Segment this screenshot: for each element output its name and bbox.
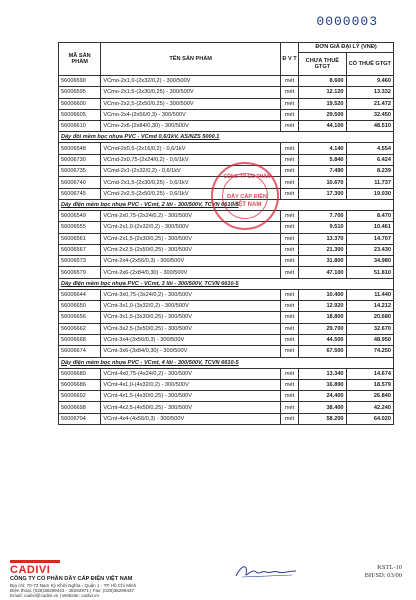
table-row (59, 267, 394, 278)
price-incl-vat-cell: 11.737 (346, 177, 393, 188)
price-excl-vat-cell: 10.400 (299, 289, 346, 300)
page-footer (0, 556, 416, 600)
product-name-cell: VCmt-2x0,75-(2x24/0,2) - 300/500V (101, 210, 281, 221)
product-name-cell: VCmt-4x4-(4x56/0,3) - 300/500V (101, 413, 281, 424)
signature-icon (232, 562, 302, 582)
unit-cell: mét (280, 379, 298, 390)
unit-cell: mét (280, 267, 298, 278)
unit-cell: mét (280, 233, 298, 244)
col-price-incl-header: CÓ THUẾ GTGT (346, 53, 393, 76)
unit-cell: mét (280, 368, 298, 379)
price-excl-vat-cell: 24.400 (299, 391, 346, 402)
table-header-row (59, 43, 394, 53)
product-name-cell: VCmd-2x0,75-(2x24/0,2) - 0,6/1kV (101, 154, 281, 165)
price-excl-vat-cell: 44.500 (299, 334, 346, 345)
price-incl-vat-cell: 13.332 (346, 87, 393, 98)
price-excl-vat-cell: 12.920 (299, 301, 346, 312)
table-row (59, 379, 394, 390)
product-code-cell: 56006740 (59, 177, 101, 188)
unit-cell: mét (280, 109, 298, 120)
table-row (59, 301, 394, 312)
price-excl-vat-cell: 17.300 (299, 188, 346, 199)
price-incl-vat-cell: 6.424 (346, 154, 393, 165)
unit-cell: mét (280, 289, 298, 300)
table-row (59, 402, 394, 413)
unit-cell: mét (280, 166, 298, 177)
price-incl-vat-cell: 11.440 (346, 289, 393, 300)
price-incl-vat-cell: 42.240 (346, 402, 393, 413)
product-name-cell: VCmt-4x1,0-(4x32/0,2) - 300/500V (101, 379, 281, 390)
product-code-cell: 56006610 (59, 121, 101, 132)
product-code-cell: 56006579 (59, 267, 101, 278)
product-code-cell: 56006595 (59, 87, 101, 98)
unit-cell: mét (280, 244, 298, 255)
product-code-cell: 56006692 (59, 391, 101, 402)
col-price-group-header: ĐƠN GIÁ ĐẠI LÝ (VNĐ) (299, 43, 394, 53)
unit-cell: mét (280, 323, 298, 334)
section-title: Dây điện mềm bọc nhựa PVC - VCmt, 4 lõi - 300/500V, TCVN 6610-5 (59, 357, 394, 368)
product-code-cell: 56006567 (59, 244, 101, 255)
price-incl-vat-cell: 51.810 (346, 267, 393, 278)
unit-cell: mét (280, 210, 298, 221)
table-row (59, 289, 394, 300)
product-name-cell: VCmt-3x0,75-(3x24/0,2) - 300/500V (101, 289, 281, 300)
price-excl-vat-cell: 7.700 (299, 210, 346, 221)
product-code-cell: 56006686 (59, 379, 101, 390)
company-email-web: Email: cadivi@cadivi.vn | Website: cadivi.vn (10, 593, 100, 598)
product-code-cell: 56006730 (59, 154, 101, 165)
table-row (59, 256, 394, 267)
product-name-cell: VCmd-2x1-(2x32/0,2) - 0,6/1kV (101, 166, 281, 177)
table-row (59, 334, 394, 345)
table-row (59, 121, 394, 132)
price-excl-vat-cell: 16.890 (299, 379, 346, 390)
product-code-cell: 56006548 (59, 143, 101, 154)
table-row (59, 76, 394, 87)
product-name-cell: VCmt-2x2,5-(2x50/0,25) - 300/500V (101, 244, 281, 255)
product-name-cell: VCmt-2x4-(2x56/0,3) - 300/500V (101, 256, 281, 267)
price-excl-vat-cell: 21.300 (299, 244, 346, 255)
unit-cell: mét (280, 154, 298, 165)
unit-cell: mét (280, 301, 298, 312)
product-name-cell: VCmt-4x0,75-(4x24/0,2) - 300/500V (101, 368, 281, 379)
product-name-cell: VCmo-2x2,5-(2x50/0,25) - 300/500V (101, 98, 281, 109)
price-incl-vat-cell: 34.980 (346, 256, 393, 267)
logo-bar (10, 560, 60, 563)
price-incl-vat-cell: 18.579 (346, 379, 393, 390)
product-code-cell: 56006650 (59, 301, 101, 312)
table-row (59, 312, 394, 323)
price-excl-vat-cell: 4.140 (299, 143, 346, 154)
price-incl-vat-cell: 64.020 (346, 413, 393, 424)
col-code-header: MÃ SẢN PHẨM (59, 43, 101, 76)
price-excl-vat-cell: 13.370 (299, 233, 346, 244)
unit-cell: mét (280, 413, 298, 424)
company-phone: Điện thoại: (028)38299443 - 38292971 | Fax: (028)38299437 (10, 588, 135, 593)
form-codes (365, 564, 402, 580)
price-excl-vat-cell: 44.100 (299, 121, 346, 132)
seal-text-top: CÔNG TY CỔ PHẦN (223, 174, 271, 180)
table-row (59, 87, 394, 98)
price-excl-vat-cell: 67.500 (299, 346, 346, 357)
company-seal-stamp (211, 162, 279, 230)
price-excl-vat-cell: 58.200 (299, 413, 346, 424)
product-name-cell: VCmo-2x1,0-(2x32/0,2) - 300/500V (101, 76, 281, 87)
price-excl-vat-cell: 12.120 (299, 87, 346, 98)
document-number: 0000003 (316, 14, 378, 29)
table-row (59, 154, 394, 165)
section-title: Dây đôi mềm bọc nhựa PVC - VCmd 0,6/1kV, AS/NZS 5000.1 (59, 132, 394, 143)
unit-cell: mét (280, 143, 298, 154)
product-code-cell: 56006662 (59, 323, 101, 334)
table-row (59, 233, 394, 244)
form-code-1: KSTL-10 (377, 564, 402, 571)
product-name-cell: VCmt-4x1,5-(4x30/0,25) - 300/500V (101, 391, 281, 402)
product-name-cell: VCmd-2x1,5-(2x30/0,25) - 0,6/1kV (101, 177, 281, 188)
product-code-cell: 56006555 (59, 222, 101, 233)
price-incl-vat-cell: 8.470 (346, 210, 393, 221)
price-incl-vat-cell: 19.030 (346, 188, 393, 199)
product-name-cell: VCmo-2x6-(2x84/0,30) - 300/500V (101, 121, 281, 132)
price-incl-vat-cell: 10.461 (346, 222, 393, 233)
product-code-cell: 56006656 (59, 312, 101, 323)
price-incl-vat-cell: 23.430 (346, 244, 393, 255)
table-row (59, 109, 394, 120)
product-name-cell: VCmo-2x1,5-(2x30/0,25) - 300/500V (101, 87, 281, 98)
table-row (59, 346, 394, 357)
table-row (59, 368, 394, 379)
product-code-cell: 56006698 (59, 402, 101, 413)
price-incl-vat-cell: 14.707 (346, 233, 393, 244)
unit-cell: mét (280, 177, 298, 188)
product-code-cell: 56006735 (59, 166, 101, 177)
table-row (59, 391, 394, 402)
product-name-cell: VCmt-3x4-(3x56/0,3) - 300/500V (101, 334, 281, 345)
price-excl-vat-cell: 9.510 (299, 222, 346, 233)
unit-cell: mét (280, 98, 298, 109)
col-name-header: TÊN SẢN PHẨM (101, 43, 281, 76)
product-code-cell: 56006680 (59, 368, 101, 379)
price-incl-vat-cell: 9.460 (346, 76, 393, 87)
table-row (59, 98, 394, 109)
form-code-2: BH/SD: 03/00 (364, 572, 402, 579)
cadivi-logo: CADIVI (10, 564, 51, 576)
table-body (59, 76, 394, 425)
product-code-cell: 56006549 (59, 210, 101, 221)
product-code-cell: 56006573 (59, 256, 101, 267)
unit-cell: mét (280, 346, 298, 357)
price-table (58, 42, 394, 425)
price-excl-vat-cell: 8.600 (299, 76, 346, 87)
unit-cell: mét (280, 87, 298, 98)
table-row (59, 413, 394, 424)
product-name-cell: VCmt-4x2,5-(4x50/0,25) - 300/500V (101, 402, 281, 413)
product-code-cell: 56006674 (59, 346, 101, 357)
price-incl-vat-cell: 48.510 (346, 121, 393, 132)
unit-cell: mét (280, 334, 298, 345)
price-incl-vat-cell: 4.554 (346, 143, 393, 154)
product-name-cell: VCmt-3x1,0-(3x32/0,2) - 300/500V (101, 301, 281, 312)
product-name-cell: VCmt-3x1,5-(3x30/0,25) - 300/500V (101, 312, 281, 323)
unit-cell: mét (280, 188, 298, 199)
product-name-cell: VCmo-2x4-(2x56/0,3) - 300/500V (101, 109, 281, 120)
product-name-cell: VCmd-2x0,5-(2x16/0,2) - 0,6/1kV (101, 143, 281, 154)
unit-cell: mét (280, 402, 298, 413)
product-name-cell: VCmt-3x6-(3x84/0,30) - 300/500V (101, 346, 281, 357)
price-incl-vat-cell: 26.840 (346, 391, 393, 402)
seal-text-middle: DÂY CÁP ĐIỆN (227, 194, 267, 200)
product-code-cell: 56006644 (59, 289, 101, 300)
price-excl-vat-cell: 38.400 (299, 402, 346, 413)
price-excl-vat-cell: 19.520 (299, 98, 346, 109)
price-incl-vat-cell: 74.250 (346, 346, 393, 357)
price-excl-vat-cell: 18.800 (299, 312, 346, 323)
price-excl-vat-cell: 7.490 (299, 166, 346, 177)
product-code-cell: 56006704 (59, 413, 101, 424)
seal-text-bottom: VIỆT NAM (232, 202, 262, 208)
price-incl-vat-cell: 20.680 (346, 312, 393, 323)
price-excl-vat-cell: 47.100 (299, 267, 346, 278)
table-row (59, 143, 394, 154)
price-excl-vat-cell: 29.700 (299, 323, 346, 334)
col-unit-header: Đ V T (280, 43, 298, 76)
product-name-cell: VCmt-2x6-(2x84/0,30) - 300/500V (101, 267, 281, 278)
price-incl-vat-cell: 14.674 (346, 368, 393, 379)
company-name: CÔNG TY CỔ PHẦN DÂY CÁP ĐIỆN VIỆT NAM (10, 576, 133, 582)
price-incl-vat-cell: 8.239 (346, 166, 393, 177)
price-incl-vat-cell: 32.670 (346, 323, 393, 334)
product-code-cell: 56006605 (59, 109, 101, 120)
price-excl-vat-cell: 10.670 (299, 177, 346, 188)
product-code-cell: 56006590 (59, 76, 101, 87)
product-name-cell: VCmt-2x1,5-(2x30/0,25) - 300/500V (101, 233, 281, 244)
price-incl-vat-cell: 14.212 (346, 301, 393, 312)
price-incl-vat-cell: 32.450 (346, 109, 393, 120)
price-incl-vat-cell: 21.472 (346, 98, 393, 109)
col-price-excl-header: CHƯA THUẾ GTGT (299, 53, 346, 76)
unit-cell: mét (280, 222, 298, 233)
section-title: Dây điện mềm bọc nhựa PVC - VCmt, 3 lõi - 300/500V, TCVN 6610-5 (59, 278, 394, 289)
product-code-cell: 56006668 (59, 334, 101, 345)
unit-cell: mét (280, 121, 298, 132)
price-excl-vat-cell: 29.500 (299, 109, 346, 120)
section-title: Dây điện mềm bọc nhựa PVC - VCmt, 2 lõi - 300/500V, TCVN 6610-5 (59, 199, 394, 210)
table-row (59, 323, 394, 334)
price-excl-vat-cell: 5.840 (299, 154, 346, 165)
table-row (59, 244, 394, 255)
product-name-cell: VCmt-2x1,0-(2x32/0,2) - 300/500V (101, 222, 281, 233)
company-address: Địa chỉ: 70-72 Nam Kỳ Khởi Nghĩa - Quận 1 - TP Hồ Chí Minh (10, 583, 137, 588)
price-incl-vat-cell: 48.950 (346, 334, 393, 345)
product-name-cell: VCmt-3x2,5-(3x50/0,25) - 300/500V (101, 323, 281, 334)
product-code-cell: 56006745 (59, 188, 101, 199)
section-header-row (59, 357, 394, 368)
unit-cell: mét (280, 256, 298, 267)
unit-cell: mét (280, 391, 298, 402)
product-name-cell: VCmd-2x2,5-(2x50/0,25) - 0,6/1kV (101, 188, 281, 199)
price-excl-vat-cell: 13.340 (299, 368, 346, 379)
section-header-row (59, 278, 394, 289)
product-code-cell: 56006600 (59, 98, 101, 109)
unit-cell: mét (280, 76, 298, 87)
section-header-row (59, 132, 394, 143)
unit-cell: mét (280, 312, 298, 323)
product-code-cell: 56006561 (59, 233, 101, 244)
price-excl-vat-cell: 31.800 (299, 256, 346, 267)
